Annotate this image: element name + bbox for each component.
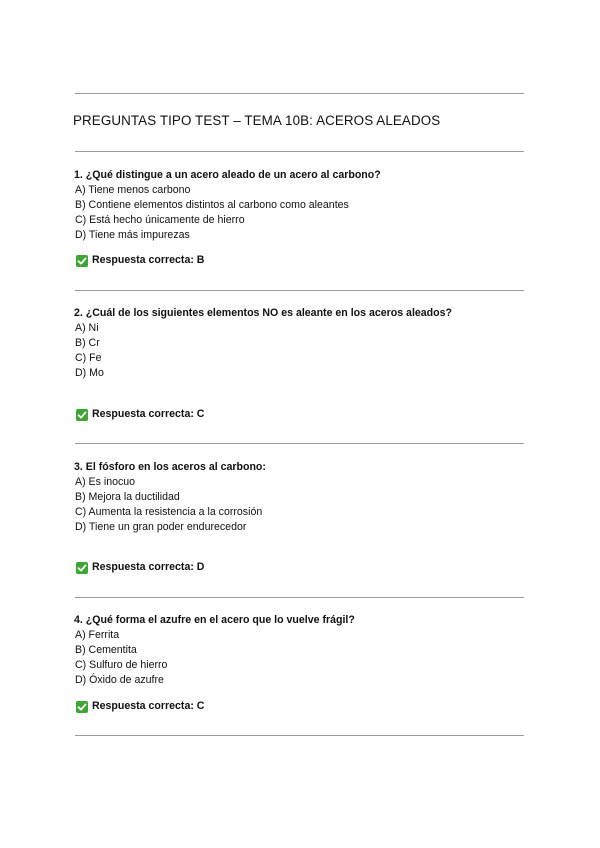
option-c: C) Sulfuro de hierro — [75, 659, 168, 671]
answer-text: Respuesta correcta: C — [92, 700, 205, 712]
check-mark-icon — [76, 255, 88, 267]
divider — [75, 597, 524, 598]
divider — [75, 735, 524, 736]
question-block-4 — [74, 613, 355, 688]
option-b: B) Contiene elementos distintos al carbono como aleantes — [75, 199, 349, 211]
option-c: C) Fe — [75, 352, 102, 364]
option-c: C) Aumenta la resistencia a la corrosión — [75, 506, 263, 518]
question-block-2 — [74, 306, 452, 381]
option-a: A) Ni — [75, 322, 99, 334]
question-block-1 — [74, 168, 381, 243]
option-b: B) Mejora la ductilidad — [75, 491, 180, 503]
divider — [75, 151, 524, 152]
answer-text: Respuesta correcta: C — [92, 408, 205, 420]
correct-answer — [76, 407, 204, 422]
check-mark-icon — [76, 701, 88, 713]
option-d: D) Mo — [75, 367, 104, 379]
option-a: A) Ferrita — [75, 629, 120, 641]
option-a: A) Es inocuo — [75, 476, 136, 488]
question-text: 2. ¿Cuál de los siguientes elementos NO es aleante en los aceros aleados? — [74, 307, 452, 319]
question-text: 4. ¿Qué forma el azufre en el acero que lo vuelve frágil? — [74, 614, 355, 626]
option-b: B) Cementita — [75, 644, 137, 656]
option-d: D) Tiene un gran poder endurecedor — [75, 521, 247, 533]
divider — [75, 290, 524, 291]
divider — [75, 93, 524, 94]
check-mark-icon — [76, 562, 88, 574]
question-text: 3. El fósforo en los aceros al carbono: — [74, 461, 266, 473]
option-b: B) Cr — [75, 337, 100, 349]
question-text: 1. ¿Qué distingue a un acero aleado de un acero al carbono? — [74, 169, 381, 181]
option-a: A) Tiene menos carbono — [75, 184, 191, 196]
check-mark-icon — [76, 409, 88, 421]
correct-answer — [76, 253, 204, 268]
answer-text: Respuesta correcta: D — [92, 561, 205, 573]
option-d: D) Tiene más impurezas — [75, 229, 190, 241]
correct-answer — [76, 699, 204, 714]
option-c: C) Está hecho únicamente de hierro — [75, 214, 245, 226]
answer-text: Respuesta correcta: B — [92, 254, 205, 266]
question-block-3 — [74, 460, 266, 535]
option-d: D) Óxido de azufre — [75, 674, 164, 686]
correct-answer — [76, 560, 204, 575]
divider — [75, 443, 524, 444]
page-title: PREGUNTAS TIPO TEST – TEMA 10B: ACEROS ALEADOS — [73, 113, 441, 128]
